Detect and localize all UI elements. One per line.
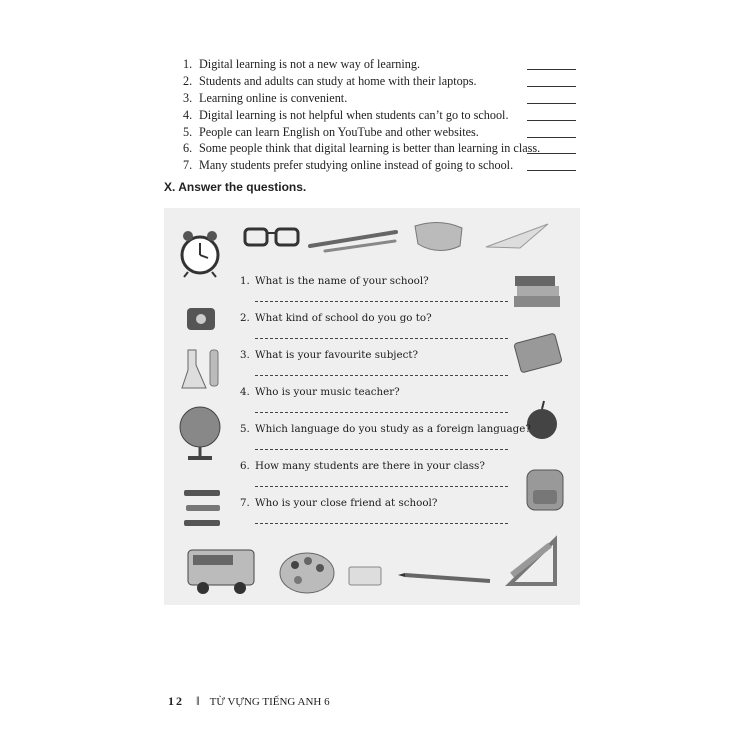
page-number: 12 [168,694,184,708]
answer-line[interactable] [255,412,508,413]
statement-number: 5. [183,125,193,139]
rulers-icon [510,540,555,584]
statement-number: 2. [183,74,193,88]
question-item [240,423,531,436]
statement-text: Digital learning is not helpful when students can’t go to school. [199,108,509,122]
glasses-icon [245,229,298,245]
book-title: TỪ VỰNG TIẾNG ANH 6 [209,696,330,708]
question-item [240,386,400,399]
paintbrushes-icon [310,232,396,251]
eraser-icon [349,567,381,585]
question-number: 3. [240,349,250,361]
face-mask-icon [415,222,462,250]
question-text: Who is your close friend at school? [255,497,438,509]
statement-text: Learning online is convenient. [199,91,348,105]
answer-line[interactable] [255,449,508,450]
apple-icon [527,401,557,439]
statement-number: 6. [183,141,193,155]
question-text: What kind of school do you go to? [255,312,432,324]
question-text: Who is your music teacher? [255,386,400,398]
flask-icon [182,350,218,388]
globe-icon [180,407,220,460]
answer-line[interactable] [255,375,508,376]
paper-plane-icon [486,224,548,248]
statement-text: Digital learning is not a new way of learning. [199,57,421,71]
answer-line[interactable] [255,486,508,487]
section-heading: X. Answer the questions. [164,180,307,194]
paint-palette-icon [280,553,334,593]
question-item [240,497,437,510]
alarm-clock-icon [182,231,218,277]
question-number: 2. [240,312,250,324]
statement-number: 7. [183,158,193,172]
question-number: 5. [240,423,250,435]
question-number: 6. [240,460,250,472]
question-number: 4. [240,386,250,398]
question-text: Which language do you study as a foreign language? [255,423,531,435]
page-footer [168,693,330,709]
question-item [240,275,429,288]
crayons-icon [184,490,220,526]
statement-number: 4. [183,108,193,122]
pencil-sharpener-icon [187,308,215,330]
statement-number: 1. [183,57,193,71]
question-text: What is your favourite subject? [255,349,418,361]
statement-text: People can learn English on YouTube and other websites. [199,125,479,139]
question-number: 7. [240,497,250,509]
statement-text: Students and adults can study at home with their laptops. [199,74,477,88]
question-item [240,312,432,325]
statement-text: Many students prefer studying online instead of going to school. [199,158,514,172]
calculator-icon [514,333,562,373]
answer-line[interactable] [255,523,508,524]
footer-separator: ‖ [196,693,200,708]
school-bus-icon [188,550,254,594]
question-number: 1. [240,275,250,287]
books-icon [514,276,560,307]
pencil-icon [398,573,490,581]
backpack-icon [527,470,563,510]
answer-line[interactable] [255,301,508,302]
question-item [240,349,418,362]
question-text: How many students are there in your class? [255,460,485,472]
answer-line[interactable] [255,338,508,339]
statement-text: Some people think that digital learning is better than learning in class. [199,141,541,155]
question-text: What is the name of your school? [255,275,429,287]
statement-number: 3. [183,91,193,105]
question-item [240,460,485,473]
